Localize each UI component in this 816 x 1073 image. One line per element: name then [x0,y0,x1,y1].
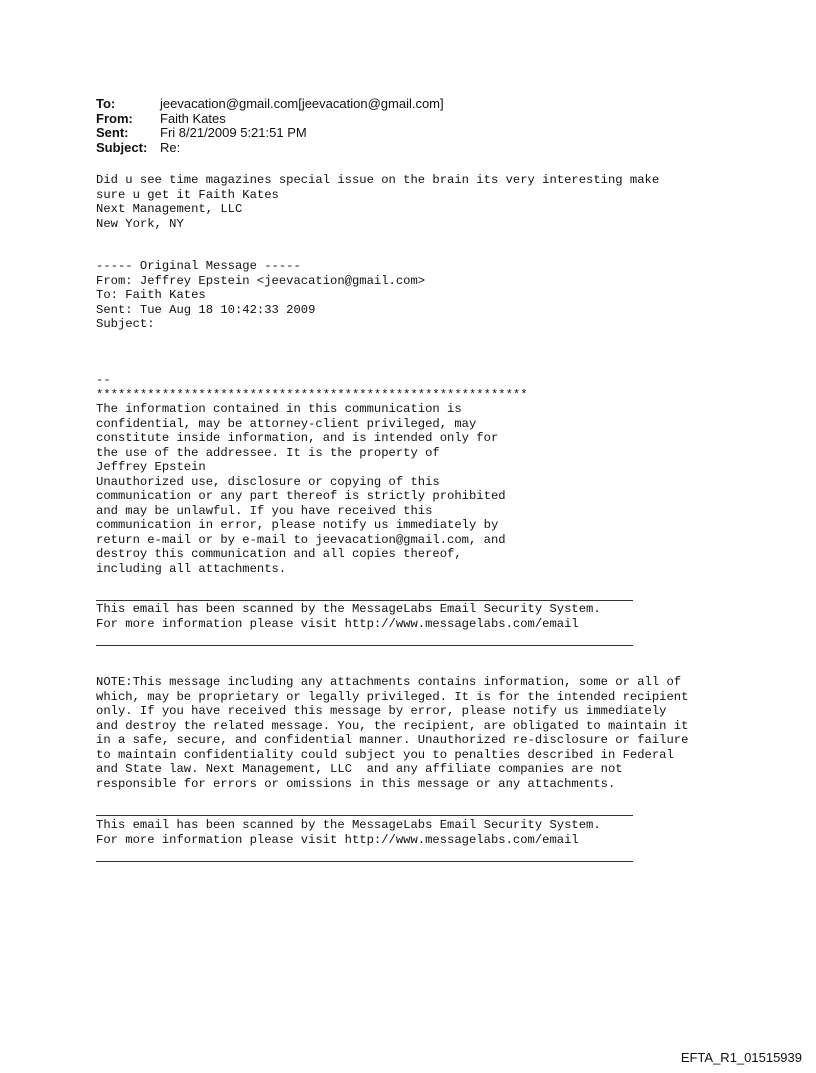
sent-value: Fri 8/21/2009 5:21:51 PM [160,125,307,140]
divider [96,861,633,862]
from-row [96,112,444,127]
subject-row [96,141,444,156]
scan-notice: This email has been scanned by the MessageLabs Email Security System. For more information please visit http://www.messagelabs.com/email [96,602,601,631]
subject-value: Re: [160,139,181,155]
divider [96,815,633,816]
original-message: ----- Original Message ----- From: Jeffrey Epstein <jeevacation@gmail.com> To: Faith Kates Sent: Tue Aug 18 10:42:33 2009 Subject: [96,259,426,331]
subject-label: Subject: [96,139,148,155]
to-value: jeevacation@gmail.com[jeevacation@gmail.com] [160,96,444,111]
from-label: From: [96,110,133,126]
divider [96,645,633,646]
legal-note: NOTE:This message including any attachments contains information, some or all of which, may be proprietary or legally privileged. It is for the intended recipient only. If you have received this message by error, please notify us immediately and destroy the related message. You, the recipient, are obligated to maintain it in a safe, secure, and confidential manner. Unauthorized re-disclosure or failure to maintain confidentiality could subject you to penalties described in Federal and State law. Next Management, LLC and any affiliate companies are not responsible for errors or omissions in this message or any attachments. [96,675,689,791]
document-id: EFTA_R1_01515939 [680,1050,802,1065]
message-body: Did u see time magazines special issue on the brain its very interesting make sure u get it Faith Kates Next Management, LLC New York, NY [96,173,660,231]
to-label: To: [96,96,116,111]
sent-row [96,126,444,141]
to-row [96,97,444,112]
email-header [96,97,444,155]
from-value: Faith Kates [160,110,226,126]
confidentiality-disclaimer: -- *********************************************************** The information contained in this communication is confidential, may be attorney-client privileged, may constitute inside information, and is intended only for the use of the addressee. It is the property of Jeffrey Epstein Unauthorized use, disclosure or copying of this communication or any part thereof is strictly prohibited and may be unlawful. If you have received this communication in error, please notify us immediately by return e-mail or by e-mail to jeevacation@gmail.com, and destroy this communication and all copies thereof, including all attachments. [96,373,528,576]
sent-label: Sent: [96,125,129,140]
divider [96,600,633,601]
scan-notice: This email has been scanned by the MessageLabs Email Security System. For more information please visit http://www.messagelabs.com/email [96,818,601,847]
